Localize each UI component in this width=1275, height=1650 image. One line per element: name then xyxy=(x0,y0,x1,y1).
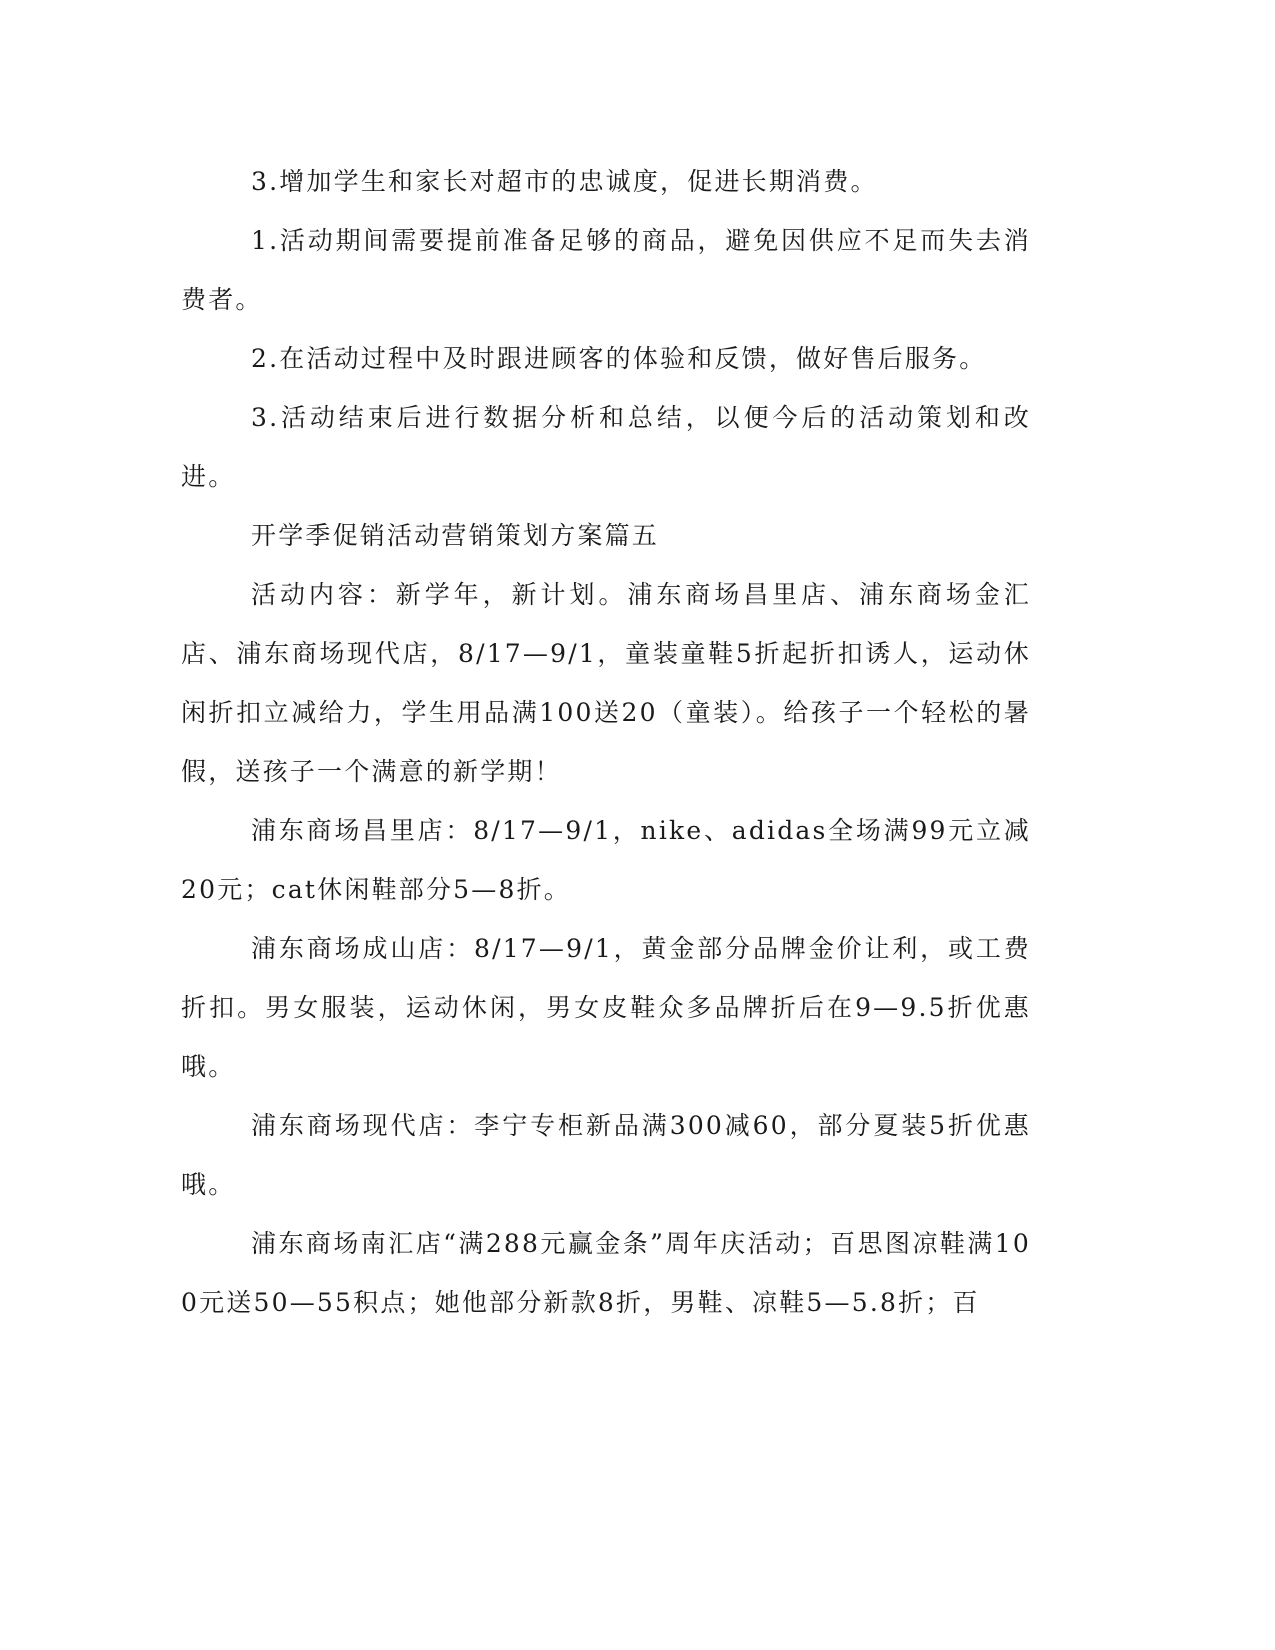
document-body xyxy=(181,152,1031,1332)
paragraph-xiandai-store: 浦东商场现代店：李宁专柜新品满300减60，部分夏装5折优惠哦。 xyxy=(181,1111,1031,1199)
paragraph-changli-store: 浦东商场昌里店：8/17—9/1，nike、adidas全场满99元立减20元；cat休闲鞋部分5—8折。 xyxy=(181,816,1031,904)
paragraph-note-1: 1.活动期间需要提前准备足够的商品，避免因供应不足而失去消费者。 xyxy=(181,226,1031,314)
paragraph-chengshan-store: 浦东商场成山店：8/17—9/1，黄金部分品牌金价让利，或工费折扣。男女服装，运动休闲，男女皮鞋众多品牌折后在9—9.5折优惠哦。 xyxy=(181,934,1031,1081)
paragraph-activity-content: 活动内容：新学年，新计划。浦东商场昌里店、浦东商场金汇店、浦东商场现代店，8/17—9/1，童装童鞋5折起折扣诱人，运动休闲折扣立减给力，学生用品满100送20（童装）。给孩子一个轻松的暑假，送孩子一个满意的新学期！ xyxy=(181,580,1031,786)
paragraph-note-3: 3.活动结束后进行数据分析和总结，以便今后的活动策划和改进。 xyxy=(181,403,1031,491)
paragraph-note-2: 2.在活动过程中及时跟进顾客的体验和反馈，做好售后服务。 xyxy=(251,344,987,373)
paragraph-goal-3: 3.增加学生和家长对超市的忠诚度，促进长期消费。 xyxy=(251,167,878,196)
section-heading: 开学季促销活动营销策划方案篇五 xyxy=(251,521,660,550)
paragraph-nanhui-store: 浦东商场南汇店“满288元赢金条”周年庆活动；百思图凉鞋满100元送50—55积点；她他部分新款8折，男鞋、凉鞋5—5.8折；百 xyxy=(181,1229,1031,1317)
